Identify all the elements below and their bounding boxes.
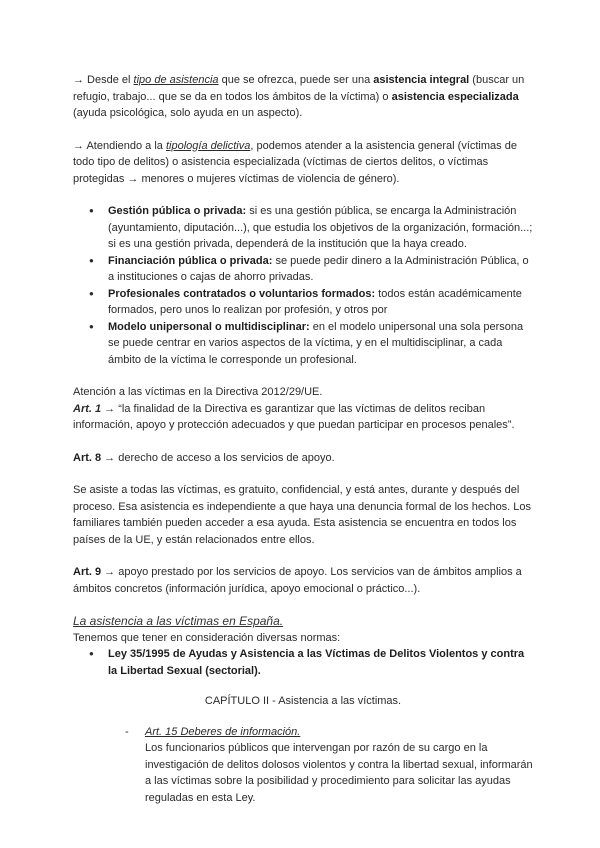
bullet-list [73, 203, 533, 368]
bullet-bold: Profesionales contratados o voluntarios formados: [108, 287, 376, 300]
arrow-text: → Atendiendo a la [73, 139, 166, 152]
section-title-espana: La asistencia a las víctimas en España. [73, 614, 284, 628]
art9-label: Art. 9 [73, 566, 102, 578]
art15-title: Art. 15 Deberes de información. [145, 725, 301, 738]
bullet-text: si es una gestión pública, se encarga la Administración (ayuntamiento, diputación...), que estudia los objetivos de la organización, formación...; si es una gestión privada, dependerá de la institución que la haya creado. [108, 205, 533, 250]
art9-text: → apoyo prestado por los servicios de apoyo. Los servicios van de ámbitos amplios a ámbitos concretos (información jurídica, apoyo emocional o práctico...). [73, 566, 522, 595]
bullet-text: todos están académicamente formados, pero unos lo realizan por profesión, y otros por [108, 287, 522, 316]
list-item [73, 646, 533, 679]
art1-text: → “la finalidad de la Directiva es garantizar que las víctimas de delitos reciban información, apoyo y protección adecuados y que puedan participar en procesos penales”. [73, 402, 515, 431]
paragraph-art9 [73, 564, 533, 597]
paragraph-art1 [73, 401, 533, 434]
text-segment: que se ofrezca, puede ser una [218, 74, 374, 86]
text-segment: (ayuda psicológica, solo ayuda en un aspecto). [73, 107, 303, 119]
bold-asistencia-especializada: asistencia especializada [391, 90, 519, 103]
intro-normas: Tenemos que tener en consideración diversas normas: [73, 631, 341, 644]
art8-text: → derecho de acceso a los servicios de apoyo. [101, 451, 335, 464]
paragraph-asistencia: Se asiste a todas las víctimas, es gratuito, confidencial, y está antes, durante y después del proceso. Esa asistencia es independiente a que haya una denuncia formal de los hechos. Los familiares también pueden acceder a esa ayuda. Esta asistencia se encuentra en todos los países de la UE, y están relacionados entre ellos. [73, 484, 532, 546]
bullet-bold: Financiación pública o privada: [108, 254, 273, 267]
paragraph-tipologia-delictiva [73, 138, 533, 188]
term-tipologia-delictiva: tipología delictiva [165, 139, 251, 152]
text-segment: , podemos atender a la asistencia general (víctimas de todo tipo de delitos) o asistencia especializada (víctimas de ciertos delitos, o víctimas protegidas → menores o mujeres víctimas de violencia de género). [73, 139, 517, 185]
art15-item [73, 724, 533, 807]
bold-asistencia-integral: asistencia integral [373, 74, 470, 86]
directiva-line: Atención a las víctimas en la Directiva 2012/29/UE. [73, 386, 323, 398]
paragraph-tipo-asistencia [73, 72, 533, 122]
normas-list [73, 646, 533, 679]
list-item [73, 319, 533, 369]
art1-label: Art. 1 [73, 402, 102, 415]
text-segment: (buscar un refugio, trabajo... que se da en todos los ámbitos de la víctima) o [73, 74, 525, 103]
term-tipo-asistencia: tipo de asistencia [133, 74, 219, 86]
capitulo-heading: CAPÍTULO II - Asistencia a las víctimas. [204, 695, 402, 707]
art15-text: Los funcionarios públicos que intervengan por razón de su cargo en la investigación de delitos dolosos violentos y contra la libertad sexual, informarán a las víctimas sobre la posibilidad y procedimiento para solicitar las ayudas reguladas en esta Ley. [145, 742, 533, 804]
list-item [73, 286, 533, 319]
ley-35-1995: Ley 35/1995 de Ayudas y Asistencia a las Víctimas de Delitos Violentos y contra la Libertad Sexual (sectorial). [108, 648, 525, 677]
dash-marker: - [125, 725, 129, 738]
bullet-bold: Gestión pública o privada: [108, 205, 247, 217]
list-item [73, 203, 533, 253]
bullet-text: en el modelo unipersonal una sola persona se puede centrar en varios aspectos de la víctima, y en el multidisciplinar, a cada ámbito de la víctima le corresponde un profesional. [108, 320, 524, 366]
list-item [73, 253, 533, 286]
bullet-bold: Modelo unipersonal o multidisciplinar: [108, 320, 310, 333]
arrow-text: → Desde el [73, 74, 134, 86]
bullet-text: se puede pedir dinero a la Administración Pública, o a instituciones o cajas de ahorro privadas. [108, 254, 529, 283]
art8-label: Art. 8 [73, 451, 102, 464]
paragraph-art8 [73, 450, 533, 467]
document-page [73, 72, 533, 806]
